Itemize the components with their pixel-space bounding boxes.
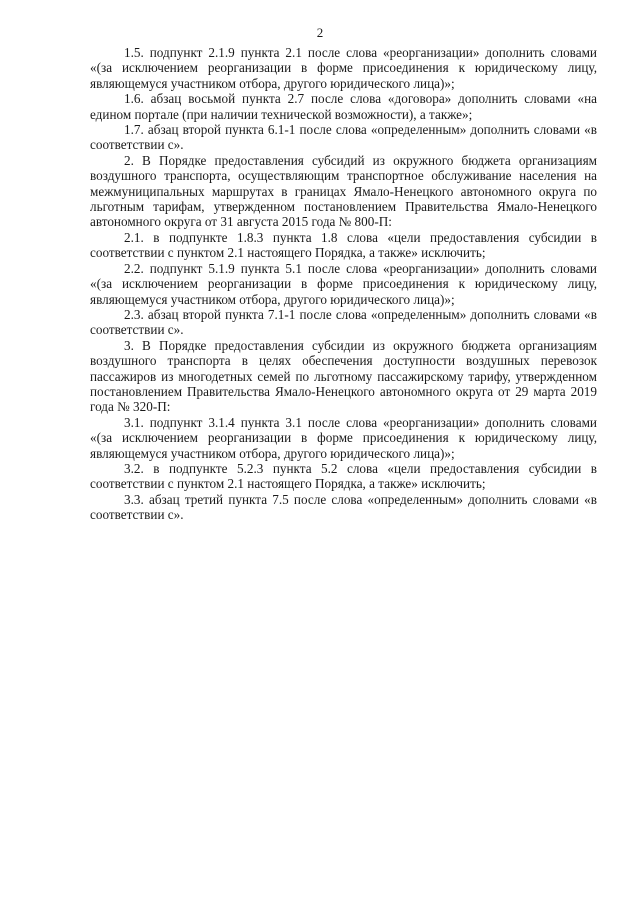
paragraph-3-2: 3.2. в подпункте 5.2.3 пункта 5.2 слова «цели предоставления субсидии в соответствии с пунктом 2.1 настоящего Порядка, а также» исключить; — [90, 460, 597, 492]
document-body — [90, 45, 597, 523]
paragraph-2-2: 2.2. подпункт 5.1.9 пункта 5.1 после слова «реорганизации» дополнить словами «(за исключением реорганизации в форме присоединения к юридическому лицу, являющемуся участником отбора, другого юридического лица)»; — [90, 260, 597, 307]
paragraph-2: 2. В Порядке предоставления субсидий из окружного бюджета организациям воздушного транспорта, осуществляющим транспортное обслуживание населения на межмуниципальных маршрутах в границах Ямало-Ненецкого автономного округа по льготным тарифам, утвержденном постановлением Правительства Ямало-Ненецкого автономного округа от 31 августа 2015 года № 800-П: — [90, 152, 597, 230]
paragraph-1-5: 1.5. подпункт 2.1.9 пункта 2.1 после слова «реорганизации» дополнить словами «(за исключением реорганизации в форме присоединения к юридическому лицу, являющемуся участником отбора, другого юридического лица)»; — [90, 45, 597, 91]
paragraph-2-3: 2.3. абзац второй пункта 7.1-1 после слова «определенным» дополнить словами «в соответствии с». — [90, 306, 597, 338]
page-number: 2 — [316, 25, 324, 40]
paragraph-3-1: 3.1. подпункт 3.1.4 пункта 3.1 после слова «реорганизации» дополнить словами «(за исключением реорганизации в форме присоединения к юридическому лицу, являющемуся участником отбора, другого юридического лица)»; — [90, 414, 597, 461]
paragraph-3: 3. В Порядке предоставления субсидии из окружного бюджета организациям воздушного транспорта в целях обеспечения доступности воздушных перевозок пассажиров из многодетных семей по льготному пассажирскому тарифу, утвержденном постановлением Правительства Ямало-Ненецкого автономного округа от 29 марта 2019 года № 320-П: — [90, 337, 597, 415]
paragraph-3-3: 3.3. абзац третий пункта 7.5 после слова «определенным» дополнить словами «в соответствии с». — [90, 491, 597, 523]
paragraph-1-7: 1.7. абзац второй пункта 6.1-1 после слова «определенным» дополнить словами «в соответствии с». — [90, 122, 597, 153]
paragraph-2-1: 2.1. в подпункте 1.8.3 пункта 1.8 слова «цели предоставления субсидии в соответствии с пунктом 2.1 настоящего Порядка, а также» исключить; — [90, 229, 597, 261]
paragraph-1-6: 1.6. абзац восьмой пункта 2.7 после слова «договора» дополнить словами «на едином портале (при наличии технической возможности), а также»; — [90, 91, 597, 122]
